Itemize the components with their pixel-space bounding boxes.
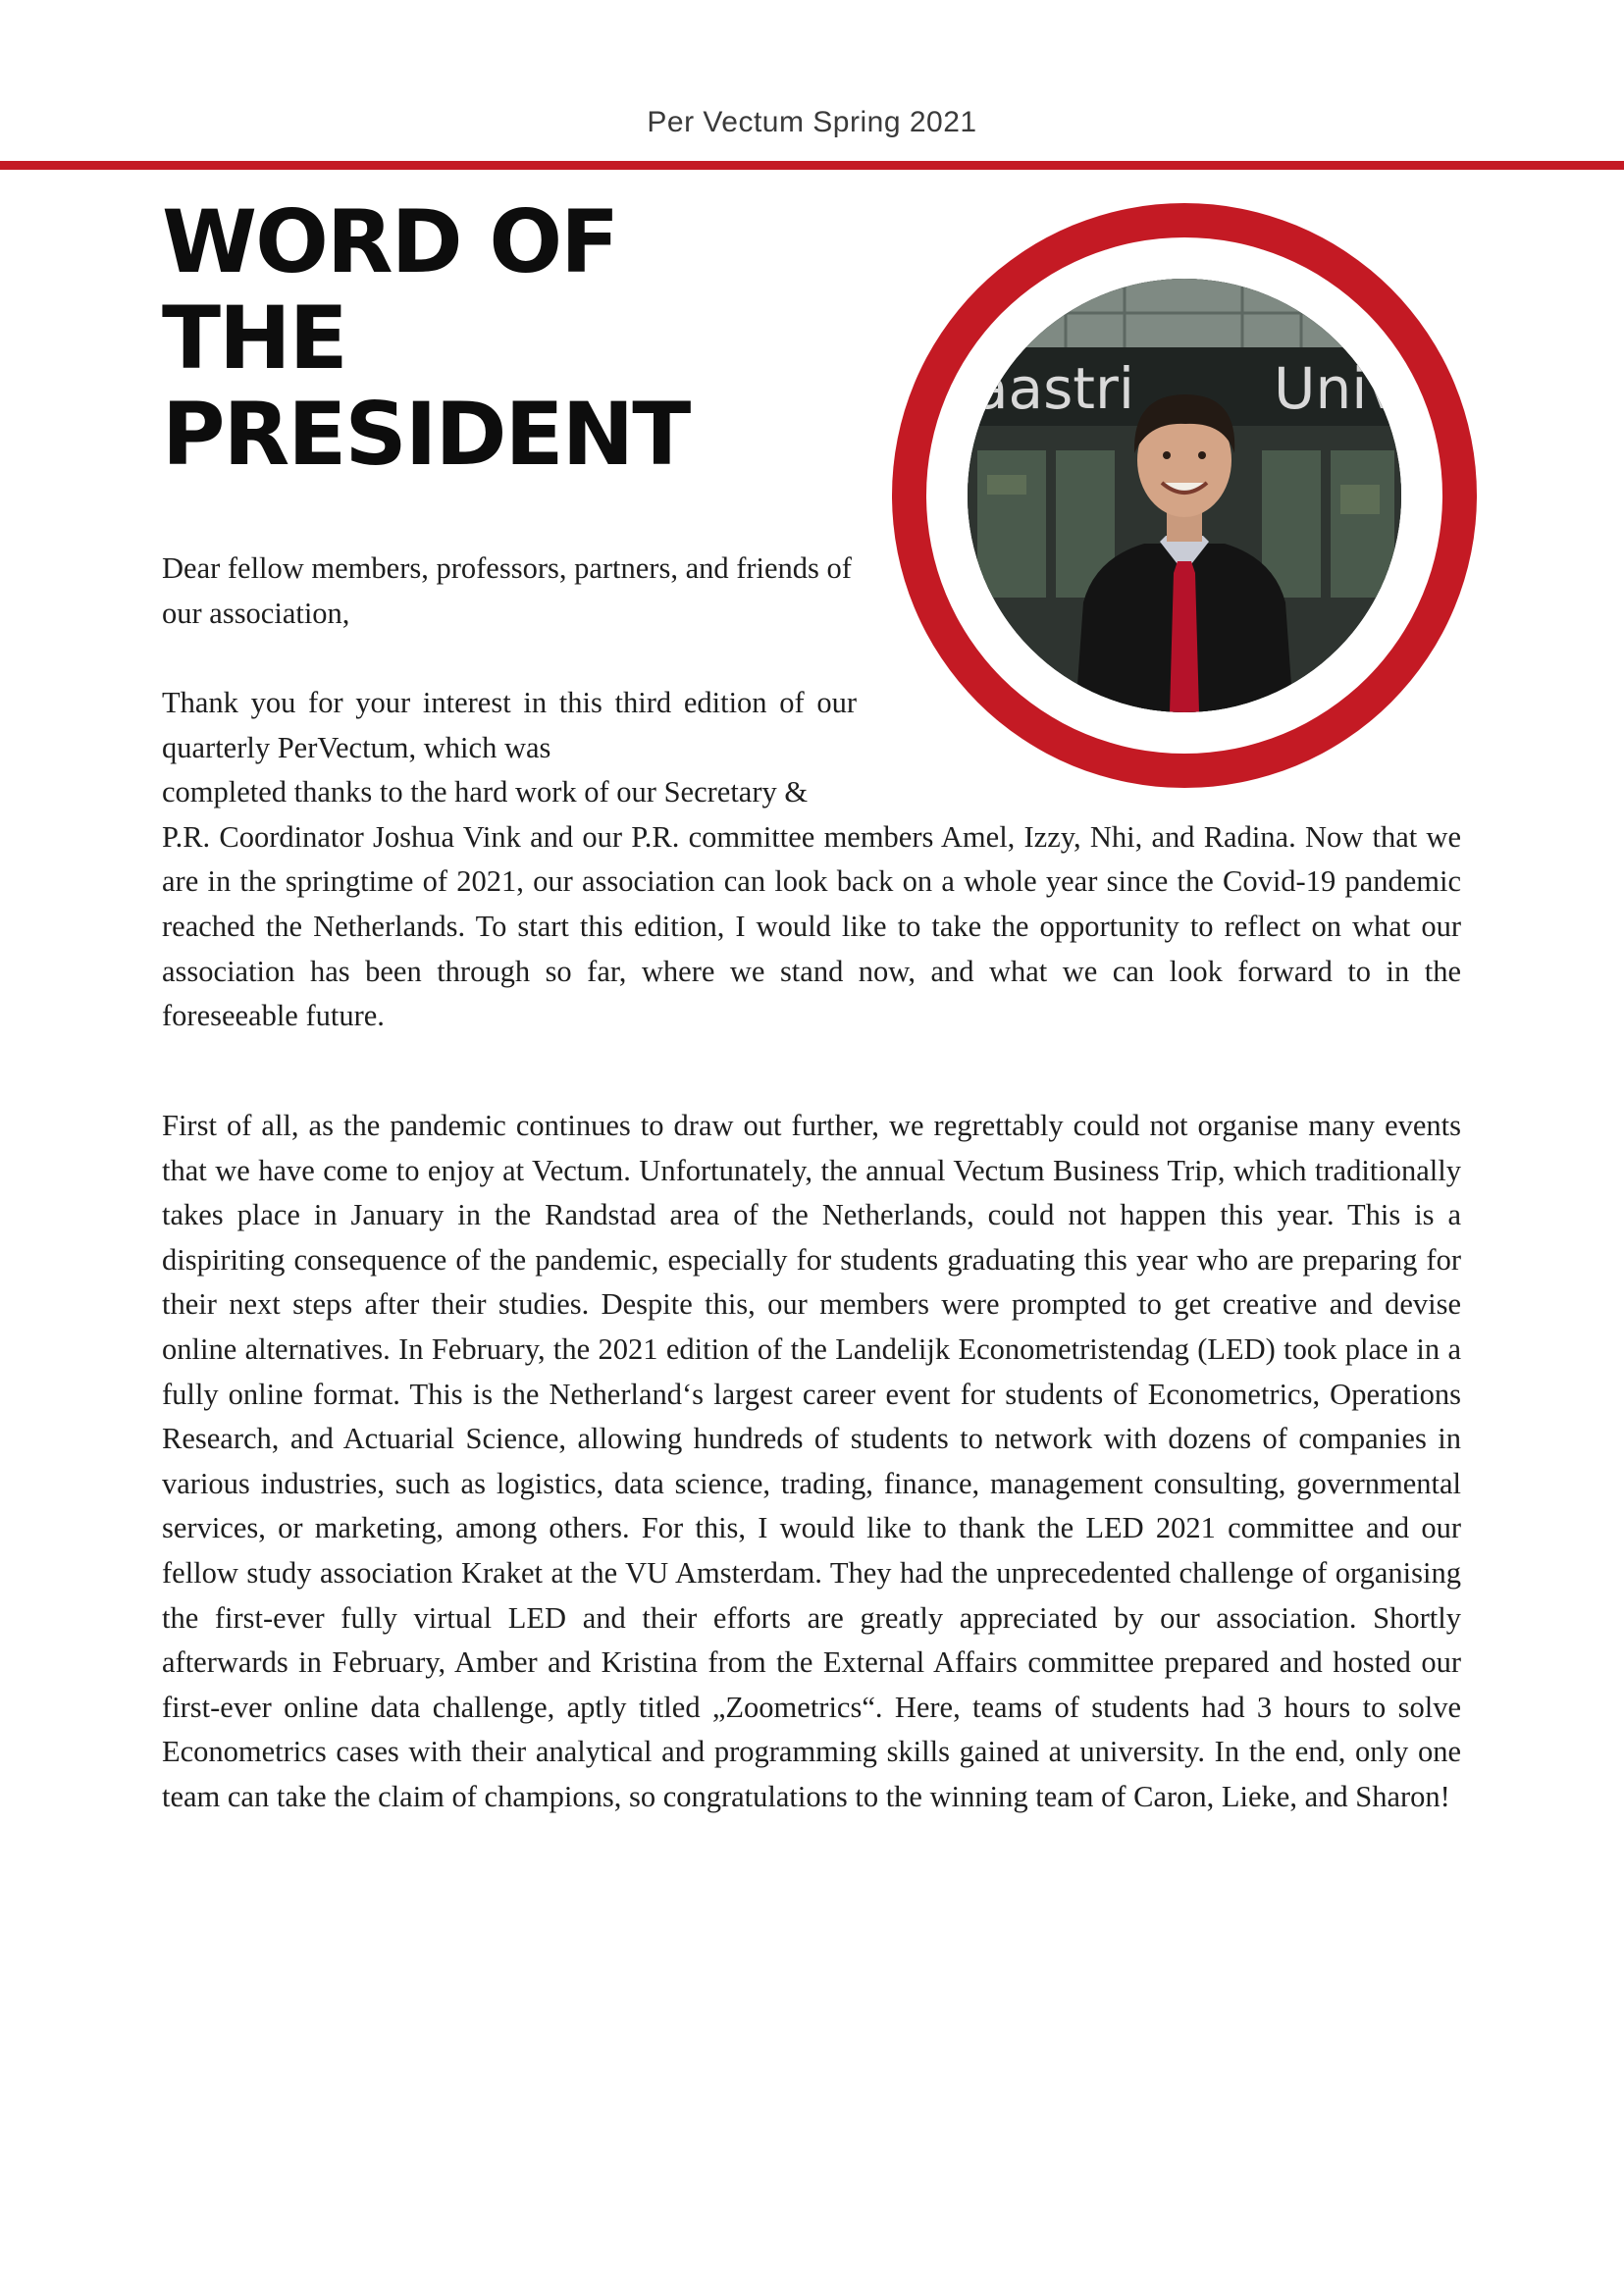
events-text: First of all, as the pandemic continues to draw out further, we regrettably could not organise many events that we have come to enjoy at Vectum. Unfortunately, the annual Vectum Business Trip, which traditionally takes place in January in the Randstad area of the Netherlands, could not happen this year. This is a dispiriting consequence of the pandemic, especially for students graduating this year who are preparing for their next steps after their studies. Despite this, our members were prompted to get creative and devise online alternatives. In February, the 2021 edition of the Landelijk Econometristendag (LED) took place in a fully online format. This is the Netherland‘s largest career event for students of Econometrics, Operations Research, and Actuarial Science, allowing hundreds of students to network with dozens of companies in various industries, such as logistics, data science, trading, finance, management consulting, governmental services, or marketing, among others. For this, I would like to thank the LED 2021 committee and our fellow study association Kraket at the VU Amsterdam. They had the unprecedented challenge of organising the first-ever fully virtual LED and their efforts are greatly appreciated by our association. Shortly afterwards in February, Amber and Kristina from the External Affairs committee prepared and hosted our first-ever online data challenge, aptly titled „Zoometrics“. Here, teams of students had 3 hours to solve Econometrics cases with their analytical and programming skills gained at university. In the end, only one team can take the claim of champions, so congratulations to the winning team of Caron, Lieke, and Sharon! <box>162 1109 1461 1813</box>
sign-lettering-left: aastri <box>973 355 1135 422</box>
intro-text-narrow-last: completed thanks to the hard work of our Secretary & <box>162 775 809 809</box>
magazine-header-title: Per Vectum Spring 2021 <box>647 106 977 138</box>
events-paragraph <box>162 1104 1461 1820</box>
page-title-line-2: THE <box>162 287 346 389</box>
page-title <box>162 191 751 485</box>
portrait-white-ring <box>926 237 1442 754</box>
portrait-illustration <box>968 279 1401 712</box>
greeting-text: Dear fellow members, professors, partners, and friends of our association, <box>162 551 852 630</box>
president-portrait-photo <box>968 279 1401 712</box>
intro-paragraph <box>162 681 1461 1039</box>
president-left-eye <box>1163 451 1171 459</box>
intro-text-full: P.R. Coordinator Joshua Vink and our P.R. committee members Amel, Izzy, Nhi, and Radina. Now that we are in the springtime of 2021, our association can look back on a whole year since the Covid-19 pandemic reached the Netherlands. To start this edition, I would like to take the opportunity to reflect on what our association has been through so far, where we stand now, and what we can look forward to in the foreseeable future. <box>162 819 1461 1033</box>
president-right-eye <box>1198 451 1206 459</box>
header-divider <box>0 161 1624 170</box>
page-title-line-1: WORD OF <box>162 191 618 292</box>
greeting-paragraph <box>162 547 868 636</box>
intro-text-narrow: Thank you for your interest in this third edition of our quarterly PerVectum, which was <box>162 686 857 764</box>
page-title-line-3: PRESIDENT <box>162 384 690 485</box>
sign-lettering-right: Univ <box>1274 355 1401 422</box>
